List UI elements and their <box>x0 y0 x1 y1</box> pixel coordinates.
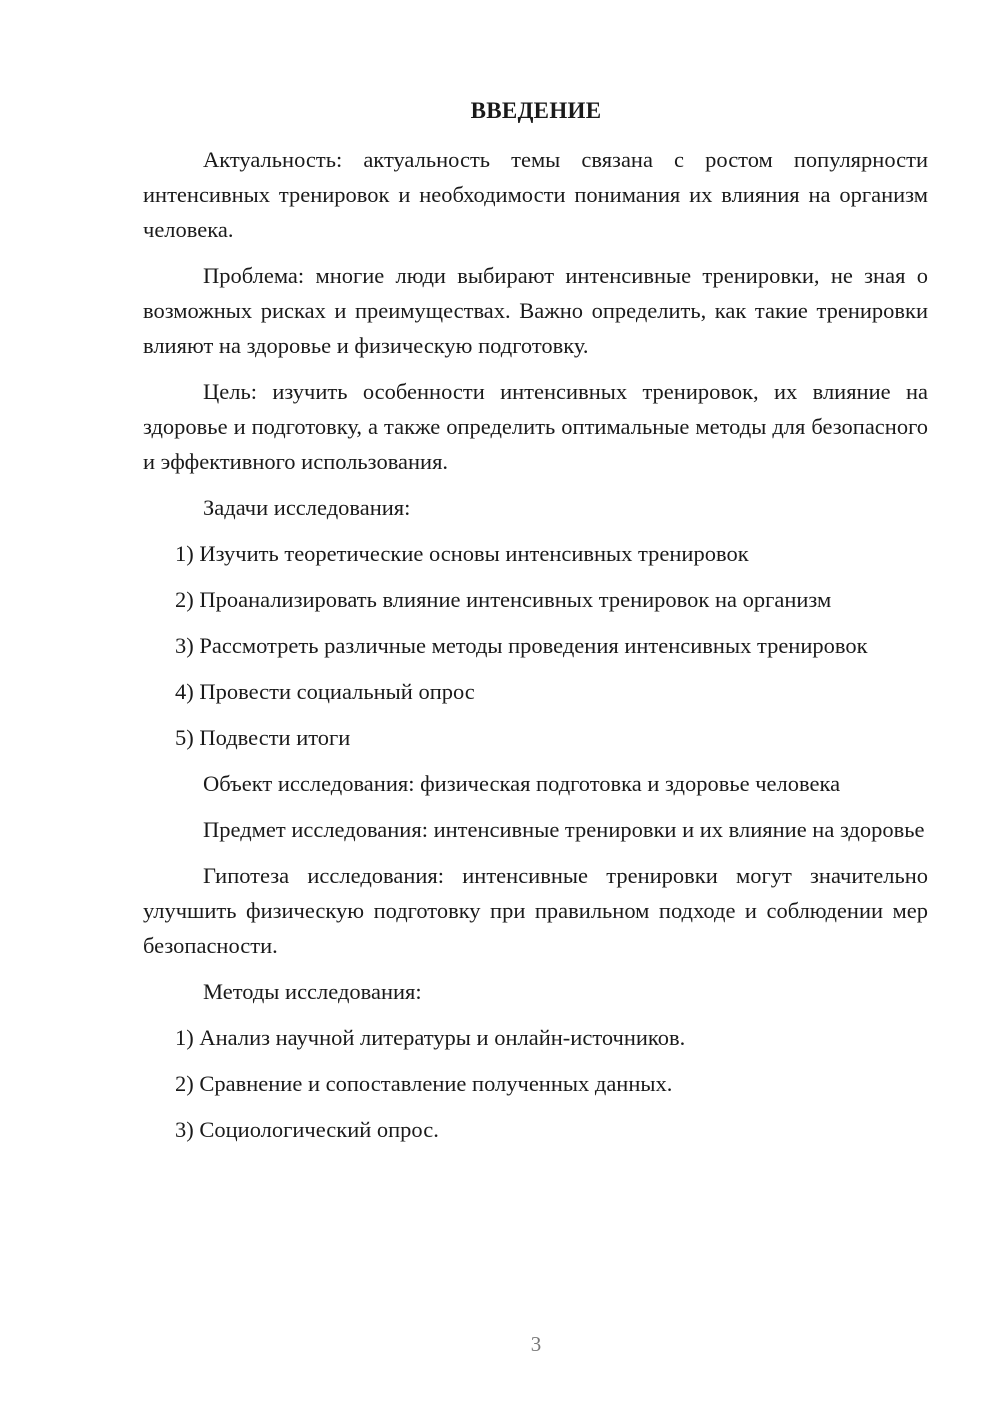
problem-paragraph: Проблема: многие люди выбирают интенсивные тренировки, не зная о возможных рисках и преимуществах. Важно определить, как такие тренировки влияют на здоровье и физическую подготовку. <box>143 263 928 358</box>
goal-paragraph: Цель: изучить особенности интенсивных тренировок, их влияние на здоровье и подготовку, а также определить оптимальные методы для безопасного и эффективного использования. <box>143 379 928 474</box>
object-paragraph: Объект исследования: физическая подготовка и здоровье человека <box>203 771 841 796</box>
hypothesis-paragraph: Гипотеза исследования: интенсивные тренировки могут значительно улучшить физическую подготовку при правильном подходе и соблюдении мер безопасности. <box>143 863 928 958</box>
page-number: 3 <box>530 1332 542 1356</box>
task-item-1: 1) Изучить теоретические основы интенсивных тренировок <box>175 541 749 566</box>
task-item-2: 2) Проанализировать влияние интенсивных тренировок на организм <box>175 587 832 612</box>
subject-paragraph: Предмет исследования: интенсивные тренировки и их влияние на здоровье <box>203 817 925 842</box>
method-item-1: 1) Анализ научной литературы и онлайн-источников. <box>175 1025 686 1050</box>
task-item-5: 5) Подвести итоги <box>175 725 351 750</box>
task-item-3: 3) Рассмотреть различные методы проведения интенсивных тренировок <box>175 633 868 658</box>
task-item-4: 4) Провести социальный опрос <box>175 679 475 704</box>
method-item-2: 2) Сравнение и сопоставление полученных данных. <box>175 1071 673 1096</box>
method-item-3: 3) Социологический опрос. <box>175 1117 439 1142</box>
methods-title: Методы исследования: <box>203 979 422 1004</box>
tasks-title: Задачи исследования: <box>203 495 411 520</box>
relevance-paragraph: Актуальность: актуальность темы связана с ростом популярности интенсивных тренировок и необходимости понимания их влияния на организм человека. <box>143 147 928 242</box>
document-body <box>143 142 928 1158</box>
page-title: ВВЕДЕНИЕ <box>470 98 602 123</box>
